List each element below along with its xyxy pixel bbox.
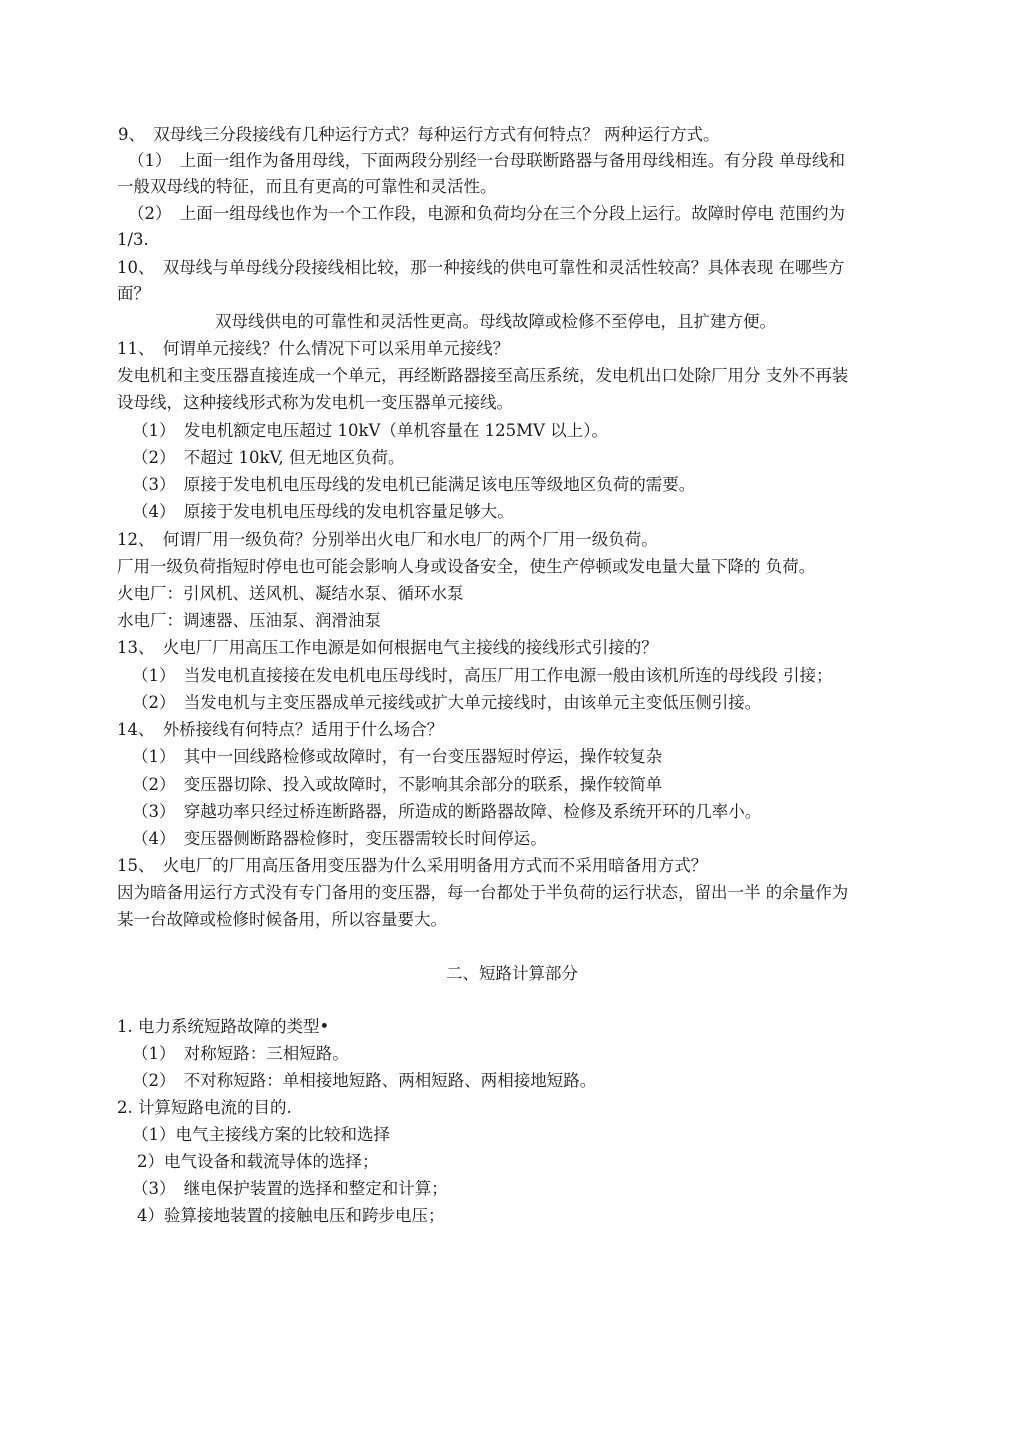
q10-title-cont: 面？ <box>117 284 150 303</box>
q9-item-2-cont: 1/3. <box>117 230 149 249</box>
s2-q1-title: 1. 电力系统短路故障的类型• <box>117 1017 330 1036</box>
q12-thermal: 火电厂：引风机、送风机、凝结水泵、循环水泵 <box>117 584 464 603</box>
q12-answer: 厂用一级负荷指短时停电也可能会影响人身或设备安全，使生产停顿或发电量大量下降的 负荷。 <box>117 557 816 576</box>
q14-item-1: （1） 其中一回线路检修或故障时，有一台变压器短时停运，操作较复杂 <box>132 747 663 766</box>
q13-item-2: （2） 当发电机与主变压器成单元接线或扩大单元接线时，由该单元主变低压侧引接。 <box>132 693 762 712</box>
q11-item-4: （4） 原接于发电机电压母线的发电机容量足够大。 <box>132 502 514 521</box>
q14-item-3: （3） 穿越功率只经过桥连断路器，所造成的断路器故障、检修及系统开环的几率小。 <box>132 802 762 821</box>
q9-item-1-cont: 一般双母线的特征，而且有更高的可靠性和灵活性。 <box>117 177 497 196</box>
s2-q1-item-2: （2） 不对称短路：单相接地短路、两相短路、两相接地短路。 <box>132 1071 597 1090</box>
q9-item-2: （2） 上面一组母线也作为一个工作段，电源和负荷均分在三个分段上运行。故障时停电 范围约为 <box>128 204 845 223</box>
q13-item-1: （1） 当发电机直接接在发电机电压母线时，高压厂用工作电源一般由该机所连的母线段 引接； <box>132 666 833 685</box>
q13-title: 13、 火电厂厂用高压工作电源是如何根据电气主接线的接线形式引接的？ <box>117 638 658 657</box>
s2-q2-item-3: （3） 继电保护装置的选择和整定和计算； <box>132 1179 448 1198</box>
q15-answer: 因为暗备用运行方式没有专门备用的变压器，每一台都处于半负荷的运行状态，留出一半 的余量作为 <box>117 883 849 902</box>
q11-answer: 发电机和主变压器直接连成一个单元，再经断路器接至高压系统，发电机出口处除厂用分 支外不再装 <box>117 366 849 385</box>
q9-title: 9、 双母线三分段接线有几种运行方式？每种运行方式有何特点？ 两种运行方式。 <box>118 125 720 144</box>
q11-item-3: （3） 原接于发电机电压母线的发电机已能满足该电压等级地区负荷的需要。 <box>132 475 696 494</box>
q15-title: 15、 火电厂的厂用高压备用变压器为什么采用明备用方式而不采用暗备用方式？ <box>117 856 708 875</box>
q14-title: 14、 外桥接线有何特点？适用于什么场合？ <box>117 720 444 739</box>
s2-q1-item-1: （1） 对称短路：三相短路。 <box>132 1044 349 1063</box>
q10-title: 10、 双母线与单母线分段接线相比较，那一种接线的供电可靠性和灵活性较高？具体表现 在哪些方 <box>117 258 845 277</box>
q14-item-4: （4） 变压器侧断路器检修时，变压器需较长时间停运。 <box>132 829 547 848</box>
s2-q2-item-4: 4）验算接地装置的接触电压和跨步电压； <box>137 1206 445 1225</box>
q9-item-1: （1） 上面一组作为备用母线，下面两段分别经一台母联断路器与备用母线相连。有分段 单母线和 <box>128 151 845 170</box>
s2-q2-item-2: 2）电气设备和载流导体的选择； <box>137 1152 379 1171</box>
q10-answer: 双母线供电的可靠性和灵活性更高。母线故障或检修不至停电，且扩建方便。 <box>215 312 776 331</box>
q12-hydro: 水电厂：调速器、压油泵、润滑油泵 <box>117 611 381 630</box>
q12-title: 12、 何谓厂用一级负荷？分别举出火电厂和水电厂的两个厂用一级负荷。 <box>117 530 658 549</box>
section-heading: 二、短路计算部分 <box>446 964 578 983</box>
q11-title: 11、 何谓单元接线？什么情况下可以采用单元接线？ <box>117 339 510 358</box>
q11-answer-cont: 设母线，这种接线形式称为发电机一变压器单元接线。 <box>117 393 513 412</box>
q14-item-2: （2） 变压器切除、投入或故障时，不影响其余部分的联系，操作较简单 <box>132 775 663 794</box>
q15-answer-cont: 某一台故障或检修时候备用，所以容量要大。 <box>117 910 447 929</box>
q11-item-2: （2） 不超过 10kV, 但无地区负荷。 <box>132 448 405 467</box>
q11-item-1: （1） 发电机额定电压超过 10kV（单机容量在 125MV 以上）。 <box>132 421 608 440</box>
s2-q2-item-1: （1）电气主接线方案的比较和选择 <box>132 1125 390 1144</box>
s2-q2-title: 2. 计算短路电流的目的. <box>117 1098 292 1117</box>
